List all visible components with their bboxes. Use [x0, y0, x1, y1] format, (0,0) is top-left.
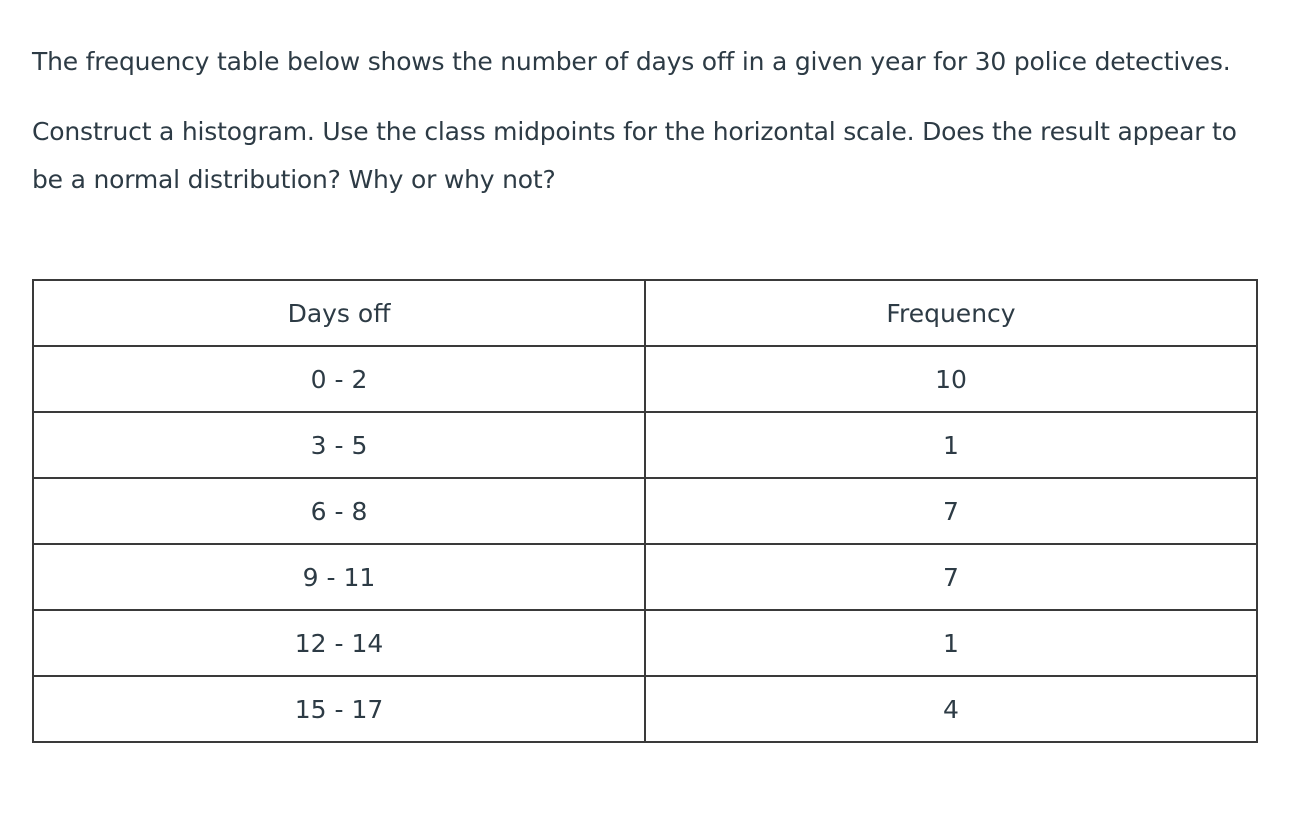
days-off-cell: 12 - 14	[33, 610, 645, 676]
frequency-cell: 10	[645, 346, 1257, 412]
days-off-cell: 0 - 2	[33, 346, 645, 412]
days-off-cell: 3 - 5	[33, 412, 645, 478]
table-row	[33, 676, 1257, 742]
table-row	[33, 478, 1257, 544]
frequency-cell: 1	[645, 412, 1257, 478]
days-off-cell: 9 - 11	[33, 544, 645, 610]
frequency-cell: 1	[645, 610, 1257, 676]
frequency-cell: 4	[645, 676, 1257, 742]
table-row	[33, 610, 1257, 676]
header-frequency: Frequency	[645, 280, 1257, 346]
question-paragraph-1: The frequency table below shows the number of days off in a given year for 30 police detectives.	[32, 47, 1231, 76]
table-header-row	[33, 280, 1257, 346]
question-paragraph-2: Construct a histogram. Use the class midpoints for the horizontal scale. Does the result appear to be a normal distribution? Why or why not?	[32, 117, 1237, 194]
table-row	[33, 544, 1257, 610]
table-row	[33, 346, 1257, 412]
frequency-cell: 7	[645, 478, 1257, 544]
header-days-off: Days off	[33, 280, 645, 346]
frequency-table	[32, 279, 1258, 743]
days-off-cell: 6 - 8	[33, 478, 645, 544]
frequency-cell: 7	[645, 544, 1257, 610]
question-text	[32, 38, 1272, 204]
days-off-cell: 15 - 17	[33, 676, 645, 742]
table-row	[33, 412, 1257, 478]
